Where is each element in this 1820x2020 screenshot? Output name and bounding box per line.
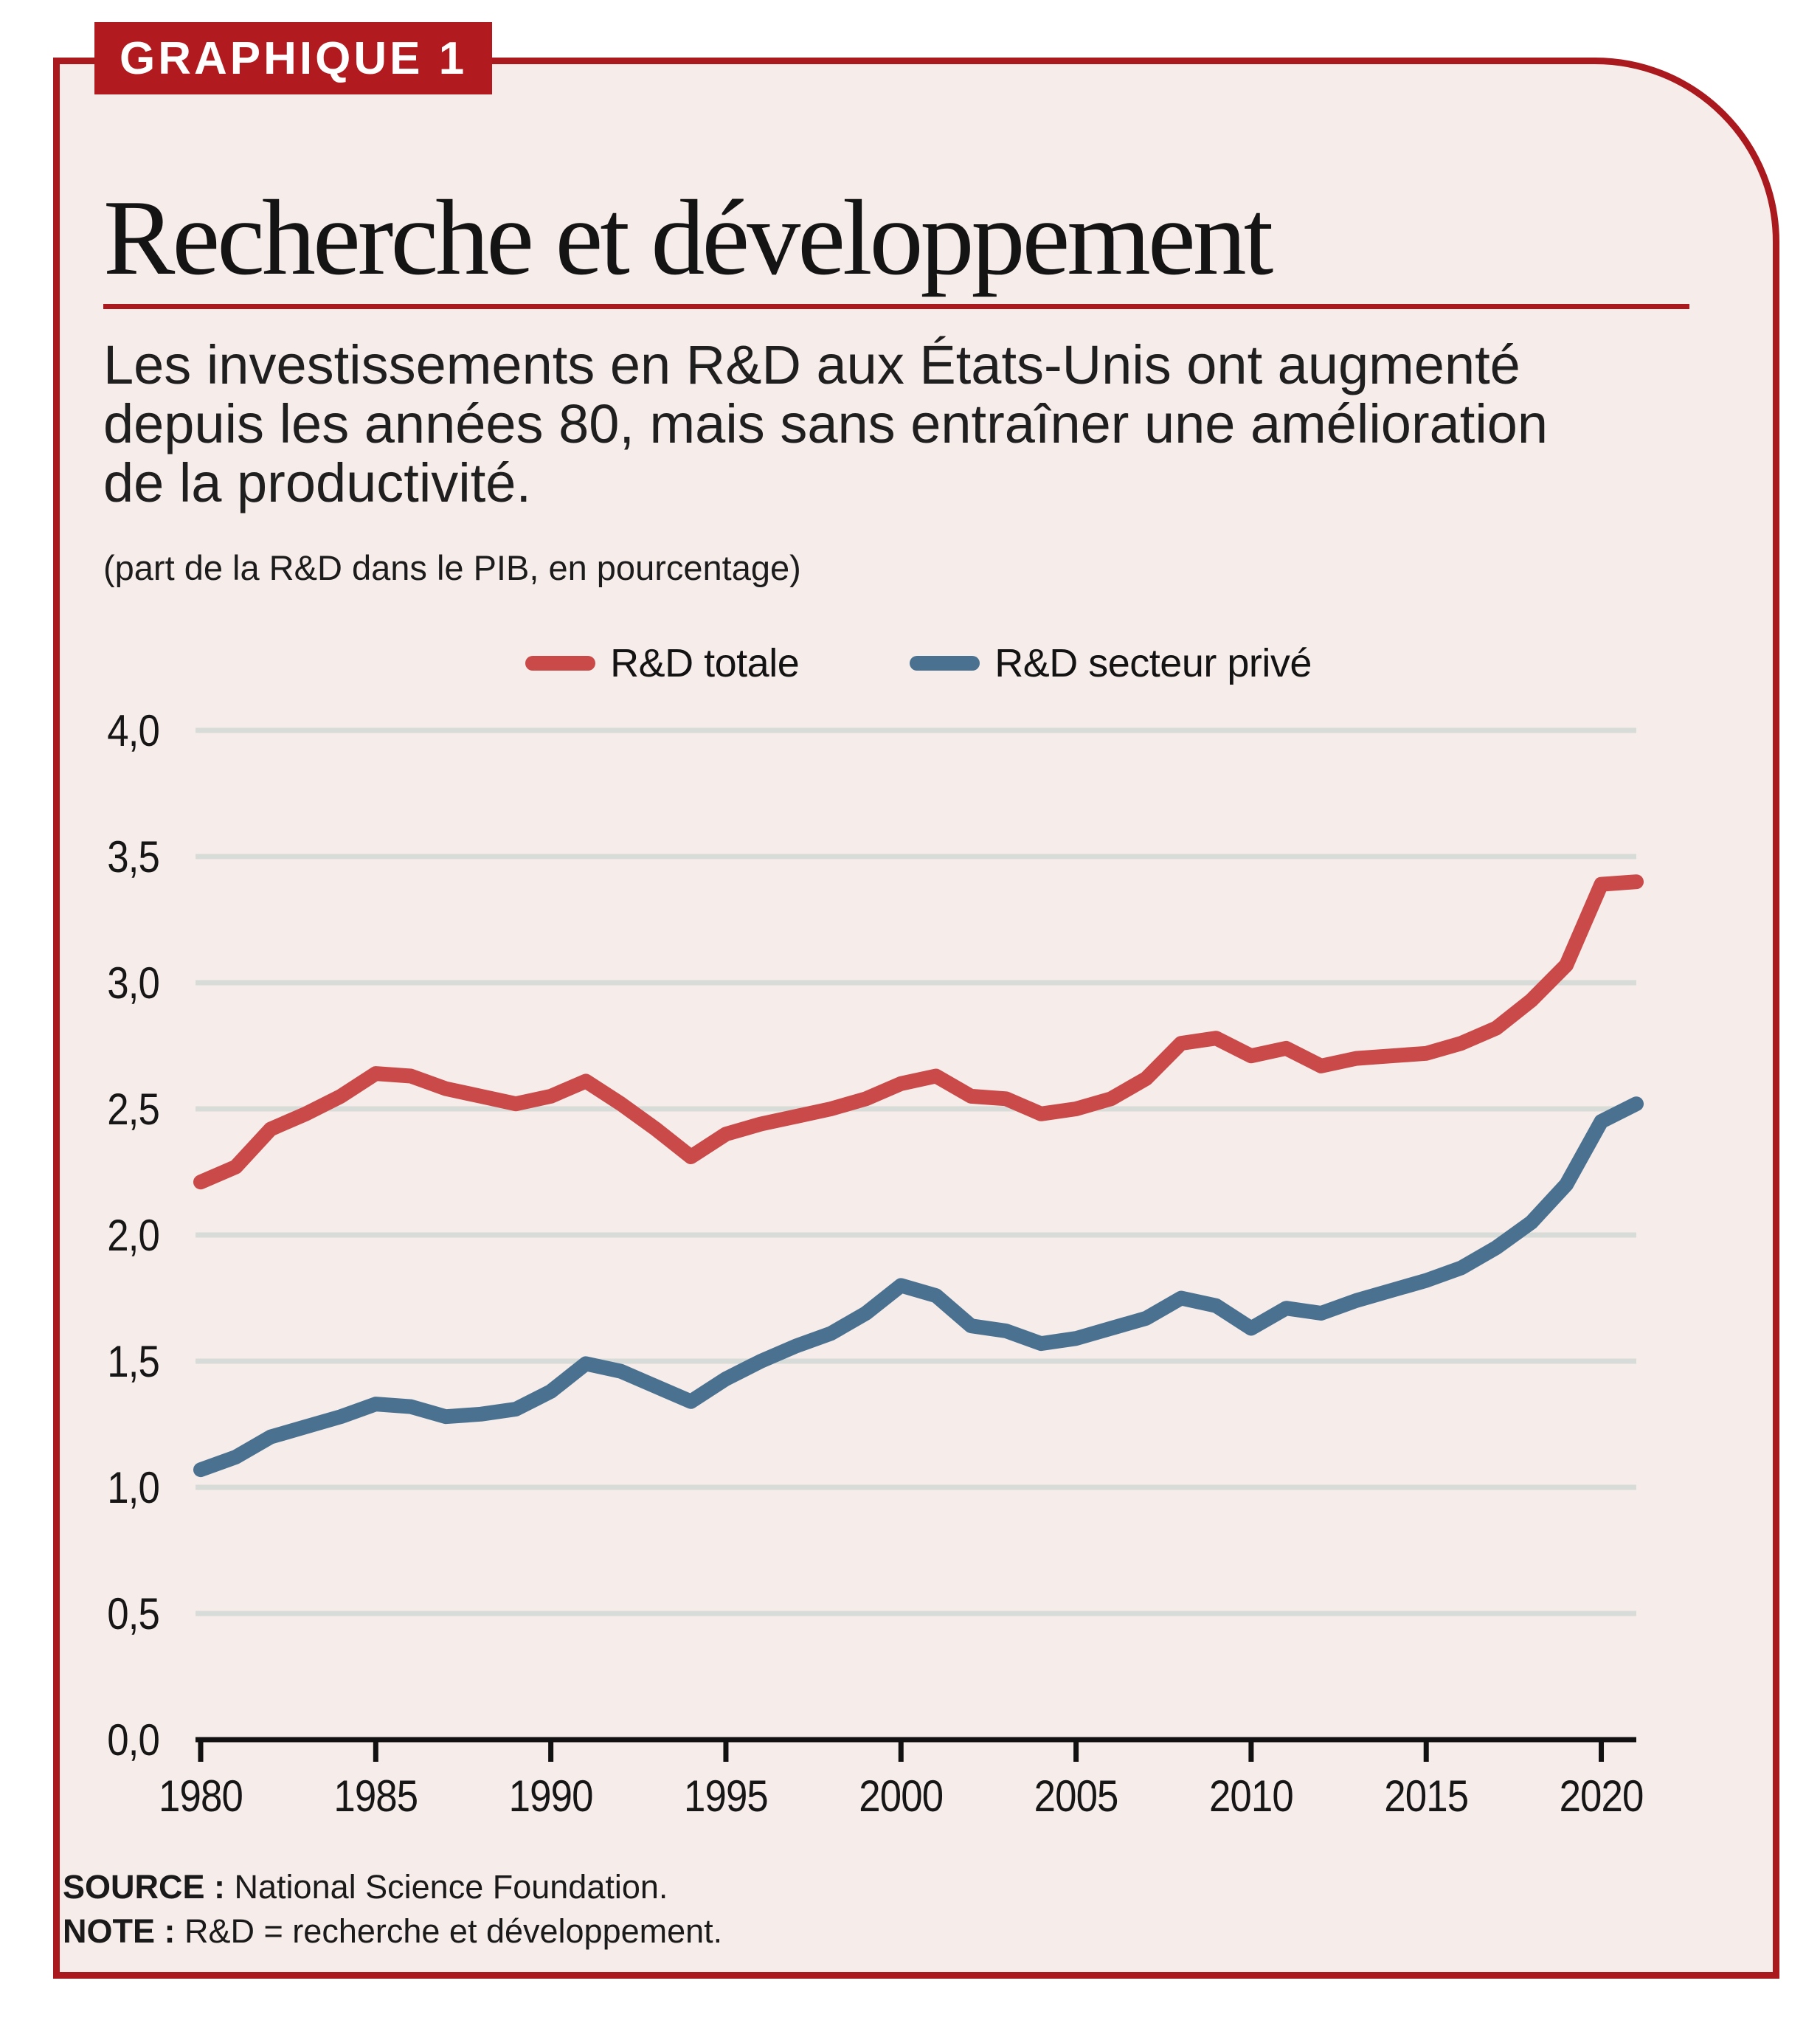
x-axis-tick-label: 2000 <box>859 1771 944 1821</box>
y-axis-tick-label: 1,5 <box>107 1336 159 1386</box>
chart-title: Recherche et développement <box>103 178 1271 297</box>
source-line <box>63 1865 722 1909</box>
subtitle-line-3: de la productivité. <box>103 452 532 513</box>
unit-caption: (part de la R&D dans le PIB, en pourcentage) <box>103 548 801 587</box>
legend-label-private: R&D secteur privé <box>994 641 1312 685</box>
note-text: R&D = recherche et développement. <box>184 1912 723 1950</box>
x-axis-tick-label: 2010 <box>1208 1771 1293 1821</box>
x-axis-tick-label: 1980 <box>159 1771 243 1821</box>
subtitle-line-1: Les investissements en R&D aux États-Unis ont augmenté <box>103 334 1520 395</box>
legend-label-total: R&D totale <box>610 641 800 685</box>
series-line-private <box>201 1104 1636 1470</box>
x-axis-tick-label: 1990 <box>508 1771 593 1821</box>
source-label: SOURCE : <box>63 1868 226 1906</box>
x-axis-tick-label: 2005 <box>1034 1771 1118 1821</box>
note-label: NOTE : <box>63 1912 176 1950</box>
y-axis-tick-label: 1,0 <box>107 1462 159 1512</box>
series-line-total <box>201 882 1636 1182</box>
subtitle-line-2: depuis les années 80, mais sans entraîner une amélioration <box>103 393 1549 454</box>
x-axis-tick-label: 1995 <box>683 1771 768 1821</box>
x-axis-tick-label: 1985 <box>333 1771 418 1821</box>
source-text: National Science Foundation. <box>234 1868 668 1906</box>
y-axis-tick-label: 2,0 <box>107 1210 159 1260</box>
y-axis-tick-label: 4,0 <box>107 705 159 755</box>
chart-footnotes <box>63 1865 722 1954</box>
y-axis-tick-label: 3,0 <box>107 958 159 1008</box>
figure-badge-label: GRAPHIQUE 1 <box>120 32 468 84</box>
x-axis-tick-label: 2015 <box>1384 1771 1469 1821</box>
y-axis-tick-label: 0,0 <box>107 1715 159 1765</box>
y-axis-tick-label: 3,5 <box>107 831 159 882</box>
y-axis-tick-label: 2,5 <box>107 1084 159 1134</box>
x-axis-tick-label: 2020 <box>1559 1771 1644 1821</box>
y-axis-tick-label: 0,5 <box>107 1588 159 1639</box>
note-line <box>63 1909 722 1954</box>
